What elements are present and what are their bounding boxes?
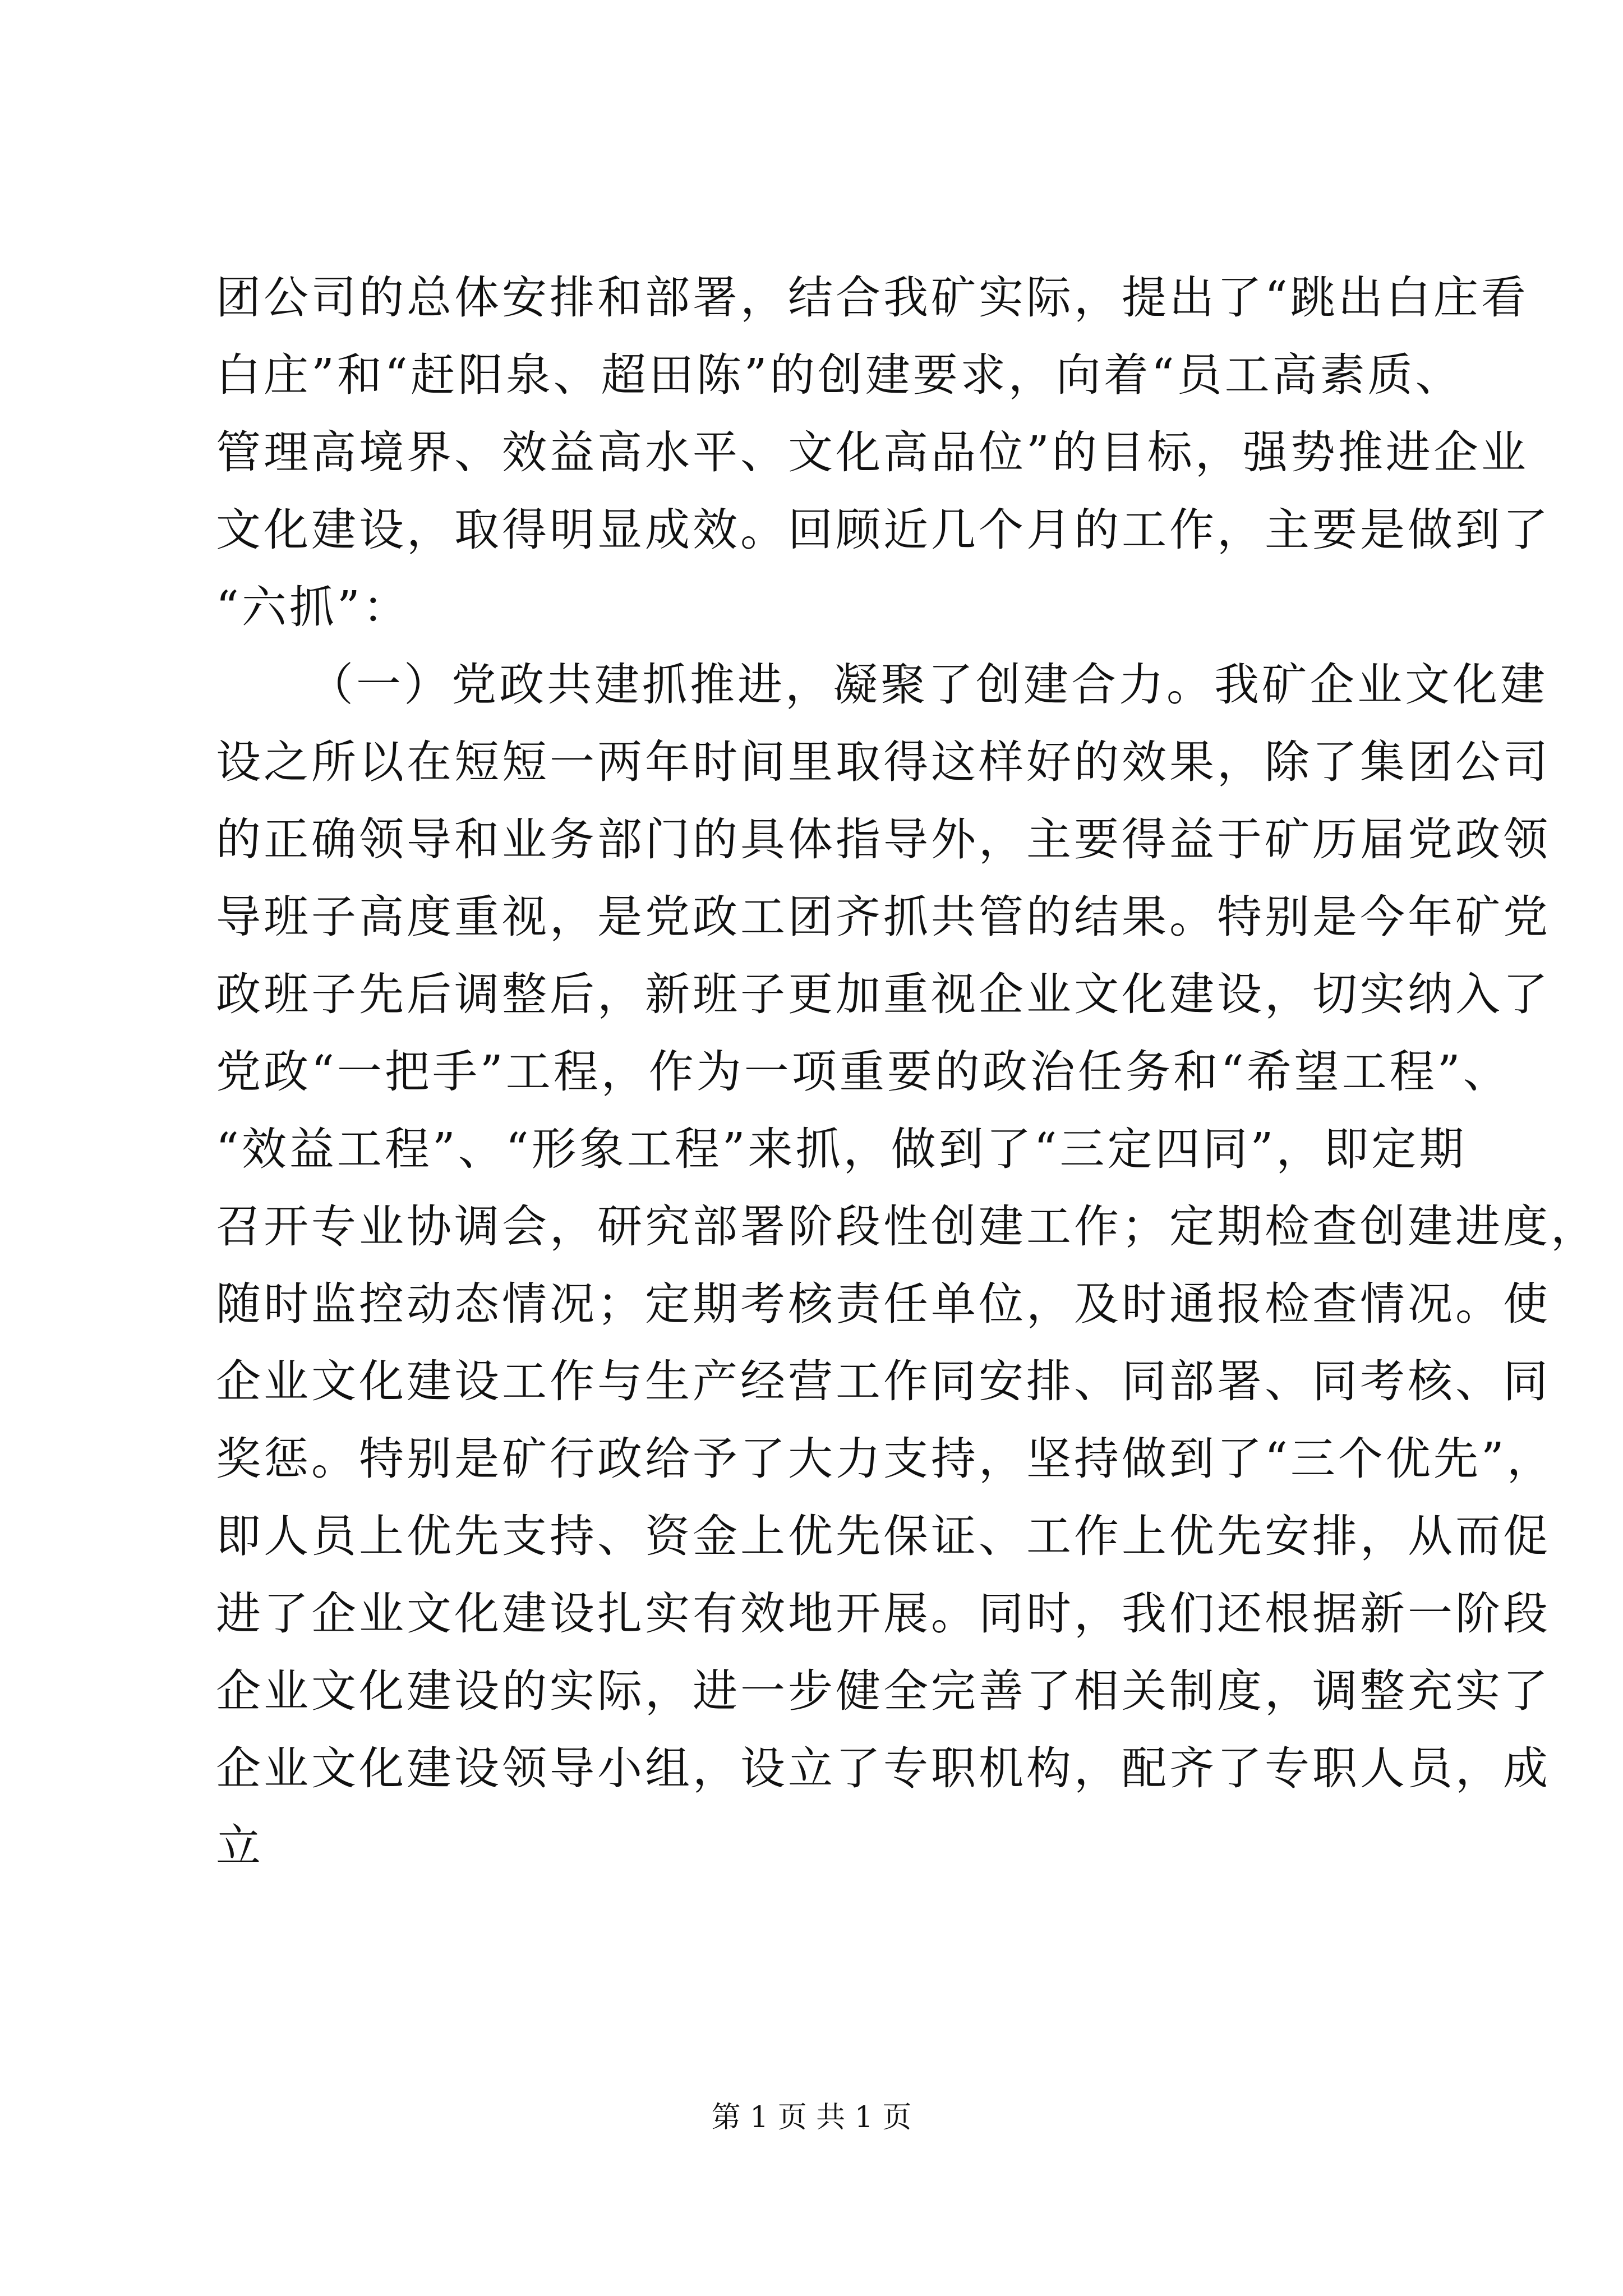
- body-text-line: 企业文化建设工作与生产经营工作同安排、同部署、同考核、同: [216, 1355, 1551, 1407]
- body-text-line: “六抓”：: [216, 581, 411, 633]
- page-footer: 第 1 页 共 1 页: [711, 2101, 912, 2134]
- body-text-line: 随时监控动态情况；定期考核责任单位，及时通报检查情况。使: [216, 1278, 1551, 1330]
- body-text-line: （一）党政共建抓推进，凝聚了创建合力。我矿企业文化建: [308, 659, 1548, 711]
- document-body: [216, 259, 1598, 1885]
- body-text-line: 的正确领导和业务部门的具体指导外，主要得益于矿历届党政领: [216, 813, 1551, 866]
- body-text-line: 党政“一把手”工程，作为一项重要的政治任务和“希望工程”、: [216, 1046, 1511, 1098]
- body-text-line: 企业文化建设领导小组，设立了专职机构，配齐了专职人员，成: [216, 1742, 1551, 1795]
- body-text-line: 导班子高度重视，是党政工团齐抓共管的结果。特别是今年矿党: [216, 891, 1551, 943]
- body-text-line: 团公司的总体安排和部署，结合我矿实际，提出了“跳出白庄看: [216, 272, 1529, 324]
- body-text-line: 立: [216, 1820, 264, 1872]
- body-text-line: 管理高境界、效益高水平、文化高品位”的目标，强势推进企业: [216, 426, 1529, 478]
- body-text-line: 白庄”和“赶阳泉、超田陈”的创建要求，向着“员工高素质、: [216, 349, 1463, 401]
- body-text-line: 设之所以在短短一两年时间里取得这样好的效果，除了集团公司: [216, 736, 1551, 788]
- body-text-line: 文化建设，取得明显成效。回顾近几个月的工作，主要是做到了: [216, 504, 1551, 556]
- body-text-line: 企业文化建设的实际，进一步健全完善了相关制度，调整充实了: [216, 1665, 1551, 1717]
- body-text-line: 召开专业协调会，研究部署阶段性创建工作；定期检查创建进度，: [216, 1200, 1598, 1253]
- body-text-line: 即人员上优先支持、资金上优先保证、工作上优先安排，从而促: [216, 1510, 1551, 1562]
- body-text-line: 政班子先后调整后，新班子更加重视企业文化建设，切实纳入了: [216, 968, 1551, 1020]
- body-text-line: 奖惩。特别是矿行政给予了大力支持，坚持做到了“三个优先”，: [216, 1433, 1555, 1485]
- body-text-line: “效益工程”、“形象工程”来抓，做到了“三定四同”，即定期: [216, 1123, 1467, 1175]
- body-text-line: 进了企业文化建设扎实有效地开展。同时，我们还根据新一阶段: [216, 1588, 1551, 1640]
